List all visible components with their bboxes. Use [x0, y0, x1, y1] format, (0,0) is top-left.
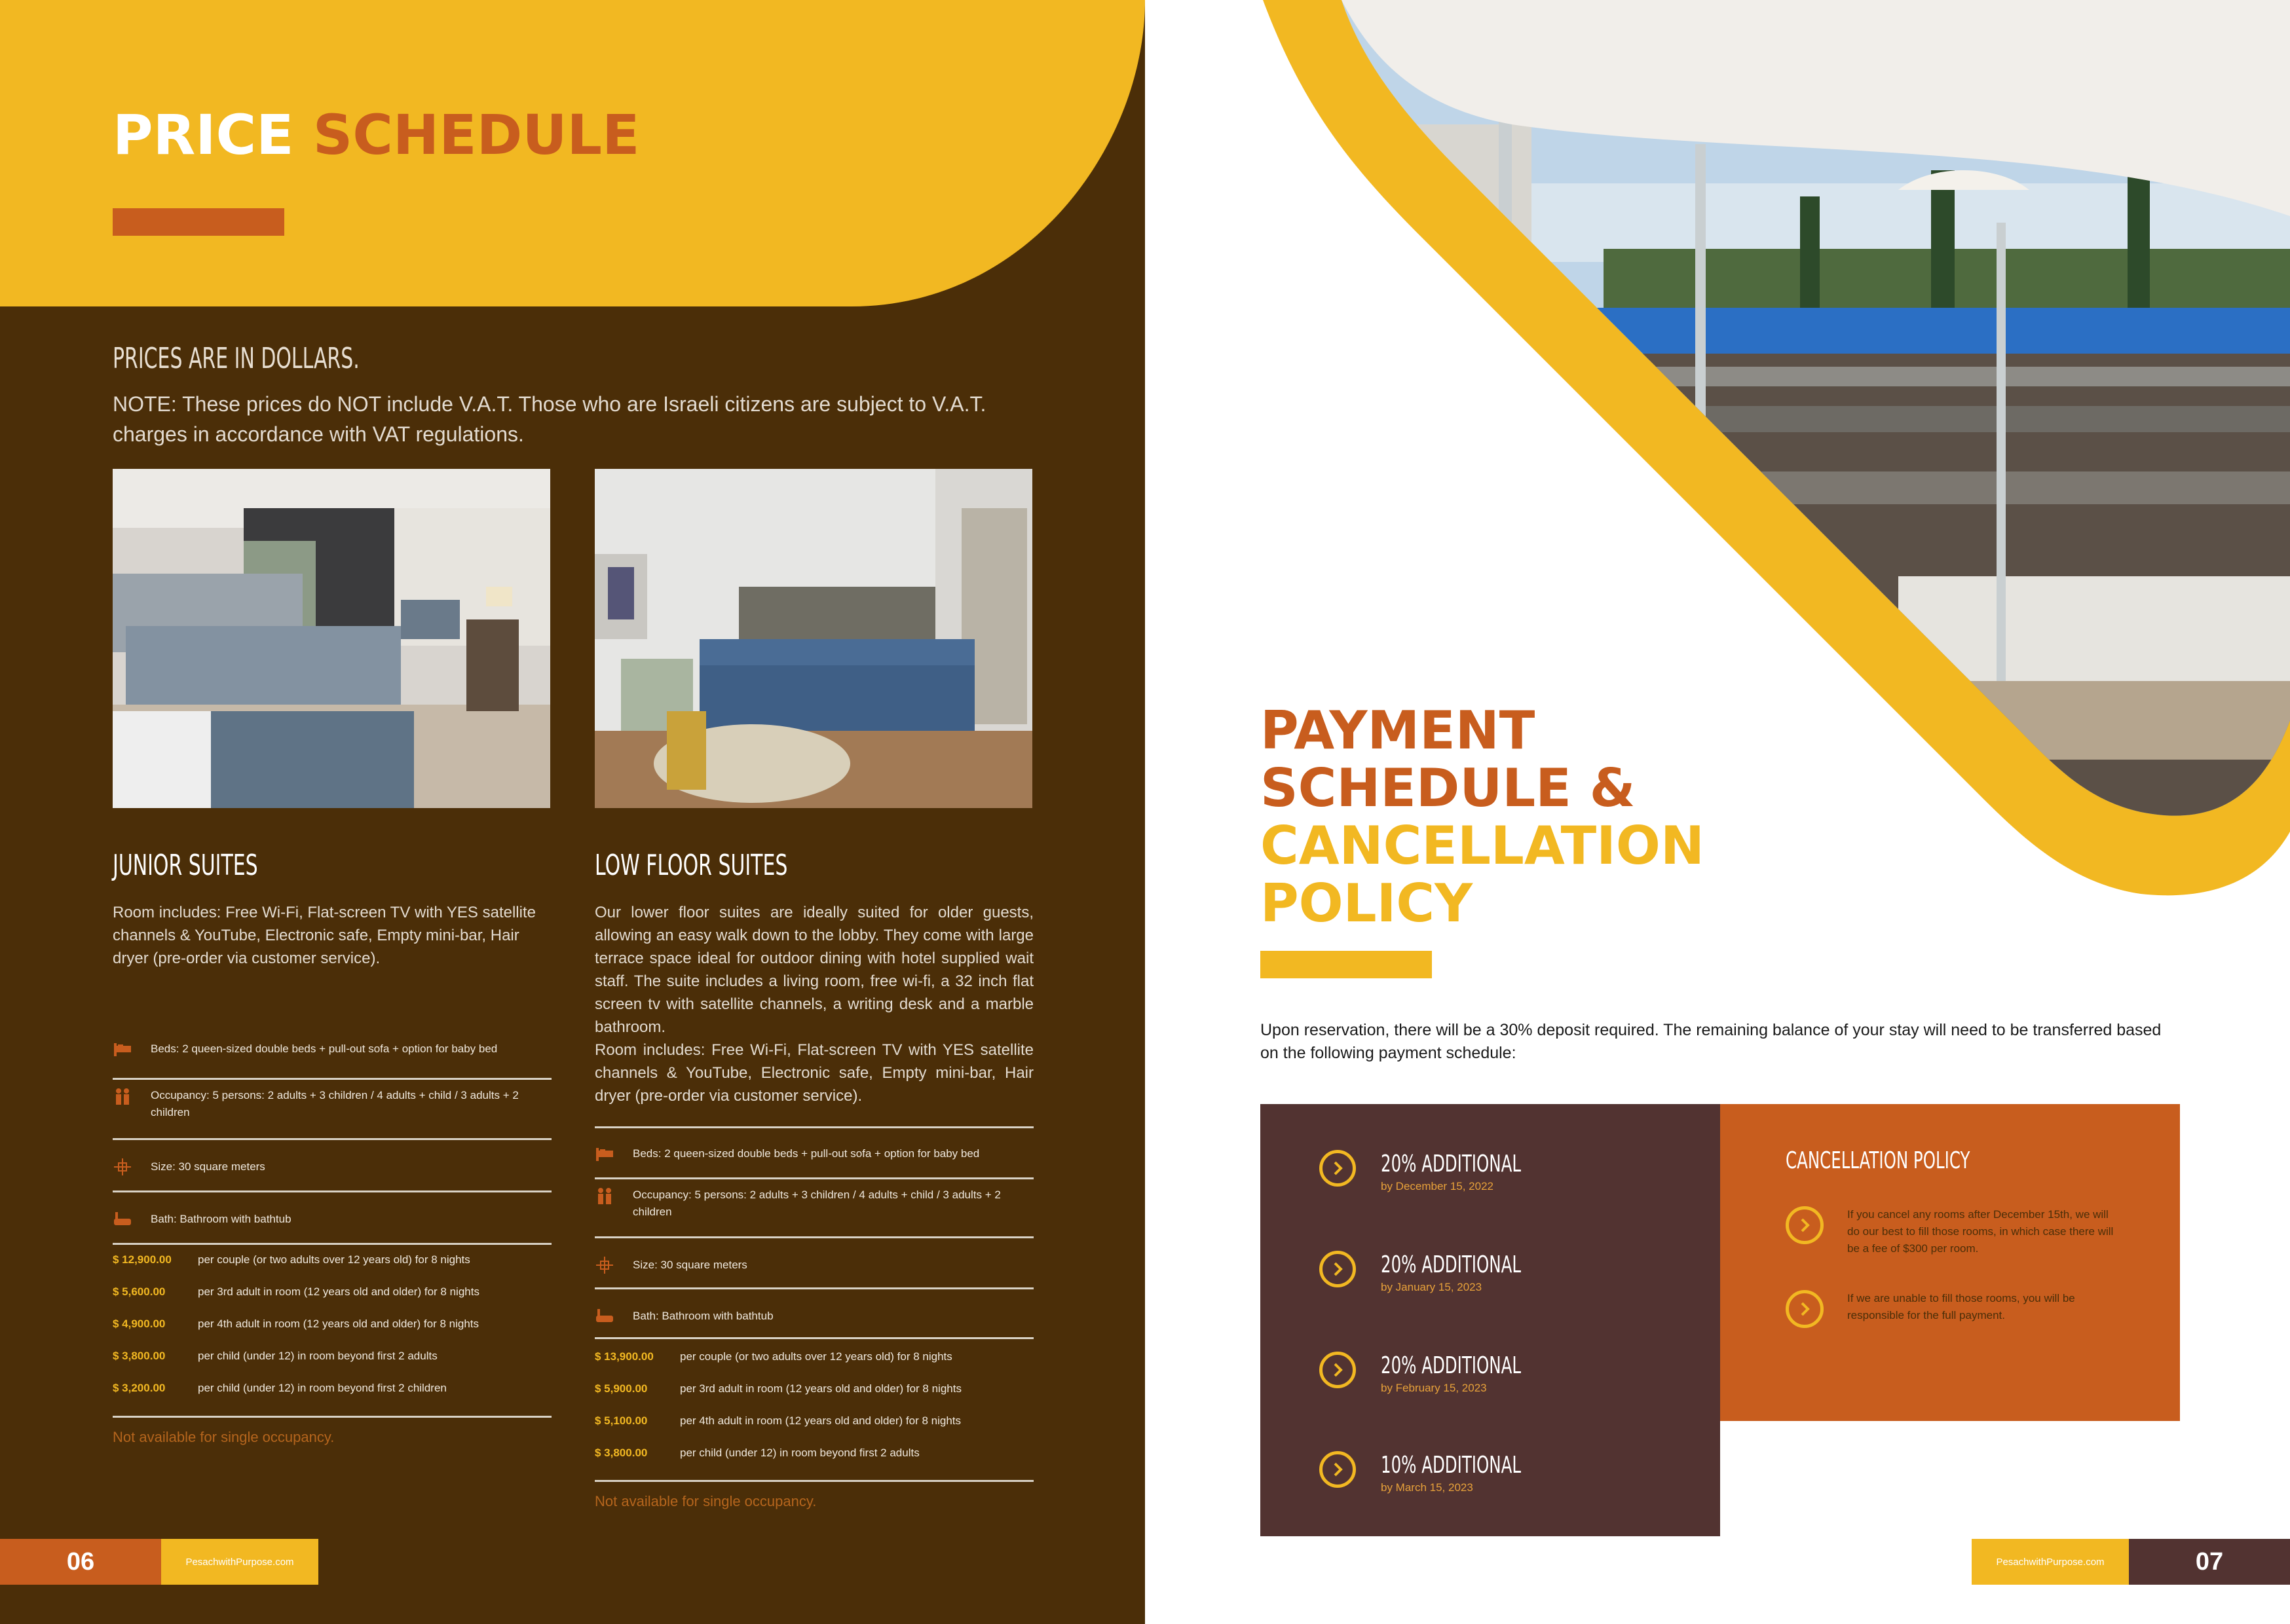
payment-percent: 10% ADDITIONAL — [1381, 1452, 1521, 1479]
divider — [595, 1177, 1034, 1179]
spec-row: Occupancy: 5 persons: 2 adults + 3 children / 4 adults + child / 3 adults + 2 children — [113, 1087, 552, 1133]
low-floor-not-available: Not available for single occupancy. — [595, 1493, 817, 1509]
divider — [113, 1416, 552, 1418]
price-row: $ 3,200.00 per child (under 12) in room beyond first 2 children — [113, 1382, 447, 1394]
chevron-right-icon — [1319, 1150, 1356, 1187]
divider — [113, 1243, 552, 1245]
payment-percent: 20% ADDITIONAL — [1381, 1352, 1521, 1379]
area-icon — [113, 1157, 132, 1177]
chevron-right-icon — [1319, 1451, 1356, 1488]
people-icon — [595, 1187, 614, 1206]
junior-suites-specs — [113, 1029, 552, 1462]
website-footer-right[interactable]: PesachwithPurpose.com — [1972, 1539, 2129, 1585]
spec-row: Beds: 2 queen-sized double beds + pull-out sofa + option for baby bed — [113, 1029, 552, 1069]
price-row: $ 3,800.00 per child (under 12) in room beyond first 2 adults — [595, 1447, 920, 1459]
junior-suite-photo — [113, 469, 550, 808]
spec-row: Occupancy: 5 persons: 2 adults + 3 children / 4 adults + child / 3 adults + 2 children — [595, 1187, 1034, 1232]
chevron-right-icon — [1786, 1206, 1824, 1244]
area-icon — [595, 1255, 614, 1275]
prices-heading: PRICES ARE IN DOLLARS. — [113, 342, 360, 375]
divider — [113, 1190, 552, 1192]
people-icon — [113, 1087, 132, 1107]
spec-row: Size: 30 square meters — [113, 1147, 552, 1187]
title-word-schedule: SCHEDULE — [312, 103, 640, 167]
divider — [595, 1236, 1034, 1238]
spec-row: Bath: Bathroom with bathtub — [595, 1297, 1034, 1336]
low-floor-description: Our lower floor suites are ideally suited for older guests, allowing an easy walk down to the lobby. They come with large terrace space ideal for outdoor dining with hotel supplied wait staff. The suite includes a living room, free wi-fi, a 32 inch flat screen tv with satellite channels, a writing desk and a marble bathroom. Room includes: Free Wi-Fi, Flat-screen TV with YES satellite channels & YouTube, Electronic safe, Empty mini-bar, Hair dryer (pre-order via customer service). — [595, 904, 1034, 1105]
divider — [595, 1126, 1034, 1128]
payment-date: by January 15, 2023 — [1381, 1281, 1482, 1293]
payment-schedule-box — [1260, 1104, 1720, 1536]
divider — [113, 1138, 552, 1140]
chevron-right-icon — [1319, 1352, 1356, 1388]
title-word-price: PRICE — [113, 103, 294, 167]
bed-icon — [595, 1144, 614, 1164]
payment-date: by February 15, 2023 — [1381, 1382, 1487, 1394]
spec-row: Bath: Bathroom with bathtub — [113, 1200, 552, 1239]
low-floor-suite-photo — [595, 469, 1032, 808]
price-row: $ 4,900.00 per 4th adult in room (12 years old and older) for 8 nights — [113, 1318, 479, 1330]
bathtub-icon — [113, 1209, 132, 1229]
page-number-06: 06 — [0, 1539, 161, 1585]
payment-date: by March 15, 2023 — [1381, 1481, 1473, 1494]
title-underline-bar — [1260, 951, 1432, 978]
payment-percent: 20% ADDITIONAL — [1381, 1151, 1521, 1177]
price-row: $ 5,600.00 per 3rd adult in room (12 years old and older) for 8 nights — [113, 1285, 479, 1298]
bathtub-icon — [595, 1306, 614, 1326]
website-footer-left[interactable]: PesachwithPurpose.com — [161, 1539, 318, 1585]
low-floor-specs — [595, 1126, 1034, 1532]
cancellation-heading: CANCELLATION POLICY — [1786, 1147, 1970, 1174]
junior-not-available: Not available for single occupancy. — [113, 1429, 335, 1445]
low-floor-suites-heading: LOW FLOOR SUITES — [595, 849, 788, 882]
price-row: $ 12,900.00 per couple (or two adults over 12 years old) for 8 nights — [113, 1253, 470, 1266]
junior-suites-description: Room includes: Free Wi-Fi, Flat-screen TV with YES satellite channels & YouTube, Electronic safe, Empty mini-bar, Hair dryer (pre-order via customer service). — [113, 904, 536, 967]
divider — [113, 1078, 552, 1080]
spec-row: Size: 30 square meters — [595, 1246, 1034, 1285]
title-underline-bar — [113, 208, 284, 236]
chevron-right-icon — [1786, 1290, 1824, 1328]
price-row: $ 3,800.00 per child (under 12) in room beyond first 2 adults — [113, 1350, 438, 1362]
vat-note: NOTE: These prices do NOT include V.A.T. Those who are Israeli citizens are subject to V.A.T. charges in accordance with VAT regulations. — [113, 392, 986, 446]
divider — [595, 1337, 1034, 1339]
spec-row: Beds: 2 queen-sized double beds + pull-out sofa + option for baby bed — [595, 1134, 1034, 1173]
payment-title: PAYMENT SCHEDULE & CANCELLATION POLICY — [1260, 700, 1704, 934]
right-page — [1145, 0, 2290, 1624]
cancellation-policy-box: CANCELLATION POLICY If you cancel any rooms after December 15th, we will do our best to fill those rooms, in which case there will be a fee of $300 per room. If we are unable to fill those rooms, you will be responsible for the full payment. — [1720, 1104, 2180, 1421]
page-number-07: 07 — [2129, 1539, 2290, 1585]
payment-date: by December 15, 2022 — [1381, 1180, 1493, 1192]
chevron-right-icon — [1319, 1251, 1356, 1287]
junior-suites-heading: JUNIOR SUITES — [113, 849, 258, 882]
price-row: $ 5,900.00 per 3rd adult in room (12 years old and older) for 8 nights — [595, 1382, 962, 1395]
payment-percent: 20% ADDITIONAL — [1381, 1251, 1521, 1278]
price-row: $ 13,900.00 per couple (or two adults over 12 years old) for 8 nights — [595, 1350, 952, 1363]
price-row: $ 5,100.00 per 4th adult in room (12 years old and older) for 8 nights — [595, 1414, 962, 1427]
divider — [595, 1287, 1034, 1289]
page-title — [113, 103, 639, 166]
bed-icon — [113, 1039, 132, 1059]
divider — [595, 1480, 1034, 1482]
payment-intro: Upon reservation, there will be a 30% deposit required. The remaining balance of your stay will need to be transferred based on the following payment schedule: — [1260, 1021, 2162, 1062]
